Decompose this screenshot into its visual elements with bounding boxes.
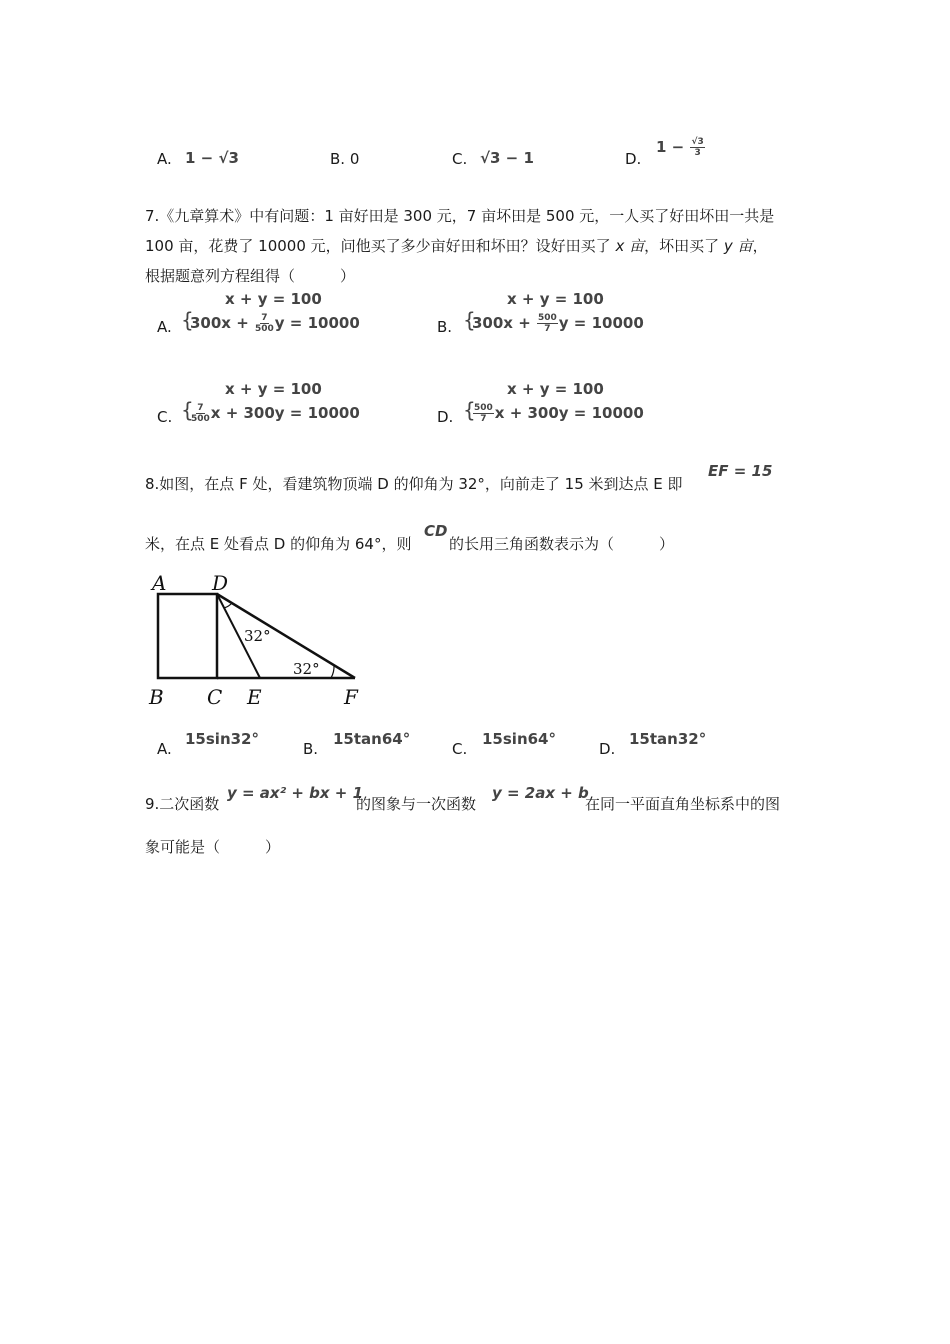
q8-figure — [140, 565, 380, 715]
q7-option-a-frac — [255, 313, 274, 334]
q6-option-d-label: D. — [625, 150, 642, 168]
angle-arc-f — [331, 665, 334, 678]
q7-line2 — [145, 235, 768, 256]
q6-option-c-expr: √3 − 1 — [480, 149, 534, 167]
q7-option-d-eq2 — [472, 403, 644, 424]
q7-option-a-eq1: x + y = 100 — [225, 290, 322, 308]
q7-option-d-label: D. — [437, 408, 454, 426]
q7-var-x: x — [615, 237, 625, 255]
q6-option-d-num: √3 — [691, 137, 704, 147]
label-a: A — [152, 571, 167, 595]
q7-option-c-num: 7 — [197, 403, 204, 413]
q7-option-b-label: B. — [437, 318, 453, 336]
q7-option-c-eq1: x + y = 100 — [225, 380, 322, 398]
q6-option-d-frac — [690, 137, 704, 158]
q7-option-c-frac — [191, 403, 210, 424]
q9-line2: 象可能是（ ） — [145, 838, 281, 856]
q7-option-d-post: x + 300y = 10000 — [494, 404, 644, 422]
q7-option-b-frac — [537, 313, 558, 334]
q8-option-b-expr: 15tan64° — [333, 730, 411, 748]
q7-option-a-pre: 300x + — [190, 314, 254, 332]
q7-option-a-eq2 — [190, 313, 360, 334]
q7-option-d-eq1: x + y = 100 — [507, 380, 604, 398]
label-d: D — [212, 571, 229, 595]
q8-option-c-expr: 15sin64° — [482, 730, 556, 748]
q8-line2-a: 米，在点 E 处看点 D 的仰角为 64°，则 — [145, 535, 412, 553]
q9-f2: y = 2ax + b — [492, 784, 589, 802]
q6-option-d-pre: 1 − — [656, 138, 690, 156]
q8-option-d-label: D. — [599, 740, 616, 758]
q7-option-b-eq2 — [472, 313, 644, 334]
q6-option-c-label: C. — [452, 150, 468, 168]
angle-arc-d — [224, 603, 232, 608]
q7-option-c-eq2 — [190, 403, 360, 424]
angle-label-1: 32° — [244, 627, 271, 645]
q7-mu2: 亩 — [732, 237, 753, 255]
q8-line1: 8.如图，在点 F 处，看建筑物顶端 D 的仰角为 32°，向前走了 15 米到达点 E 即 — [145, 475, 683, 493]
q8-option-b-label: B. — [303, 740, 319, 758]
q7-option-c-den: 500 — [191, 414, 210, 424]
q9-post: 在同一平面直角坐标系中的图 — [585, 795, 781, 813]
q9-f1: y = ax² + bx + 1 — [227, 784, 364, 802]
building-rect — [158, 594, 217, 678]
q7-option-c-brace: { — [181, 398, 194, 422]
q7-option-b-den: 7 — [544, 324, 551, 334]
q7-option-b-pre: 300x + — [472, 314, 536, 332]
q7-line3: 根据题意列方程组得（ ） — [145, 267, 356, 285]
q8-option-a-expr: 15sin32° — [185, 730, 259, 748]
q6-option-d-expr — [656, 137, 706, 158]
q7-line2-end: ， — [752, 237, 768, 255]
q7-var-y: y — [723, 237, 733, 255]
q8-option-a-label: A. — [157, 740, 172, 758]
q6-option-a-label: A. — [157, 150, 172, 168]
q9-pre: 9.二次函数 — [145, 795, 220, 813]
q7-mu1: 亩 — [624, 237, 645, 255]
q6-option-b-label: B. 0 — [330, 150, 360, 168]
q7-option-d-frac — [473, 403, 494, 424]
q7-option-b-brace: { — [463, 308, 476, 332]
q8-option-d-expr: 15tan32° — [629, 730, 707, 748]
q8-option-c-label: C. — [452, 740, 468, 758]
q7-option-c-label: C. — [157, 408, 173, 426]
q7-option-d-den: 7 — [480, 414, 487, 424]
q6-option-a-expr: 1 − √3 — [185, 149, 239, 167]
q7-line1: 7.《九章算术》中有问题：1 亩好田是 300 元，7 亩坏田是 500 元，一人买了好田坏田一共是 — [145, 207, 775, 225]
q7-option-b-post: y = 10000 — [558, 314, 644, 332]
q8-cd-expr: CD — [424, 522, 448, 540]
q8-ef-expr: EF = 15 — [708, 462, 773, 480]
q9-mid: 的图象与一次函数 — [356, 795, 477, 813]
q7-option-a-post: y = 10000 — [274, 314, 360, 332]
q7-option-a-num: 7 — [261, 313, 268, 323]
q7-option-b-num: 500 — [538, 313, 557, 323]
q7-option-d-brace: { — [463, 398, 476, 422]
q7-option-a-label: A. — [157, 318, 172, 336]
q6-option-d-den: 3 — [694, 148, 701, 158]
label-b: B — [149, 685, 164, 709]
q7-line2-pre: 100 亩，花费了 10000 元，问他买了多少亩好田和坏田？设好田买了 — [145, 237, 616, 255]
q7-option-a-den: 500 — [255, 324, 274, 334]
label-c: C — [207, 685, 223, 709]
label-f: F — [344, 685, 358, 709]
q8-line2-b: 的长用三角函数表示为（ ） — [449, 535, 675, 553]
label-e: E — [247, 685, 262, 709]
q7-option-b-eq1: x + y = 100 — [507, 290, 604, 308]
q7-option-d-num: 500 — [474, 403, 493, 413]
q7-option-a-brace: { — [181, 308, 194, 332]
angle-label-2: 32° — [293, 660, 320, 678]
q7-option-c-post: x + 300y = 10000 — [210, 404, 360, 422]
q7-line2-mid: ，坏田买了 — [644, 237, 724, 255]
